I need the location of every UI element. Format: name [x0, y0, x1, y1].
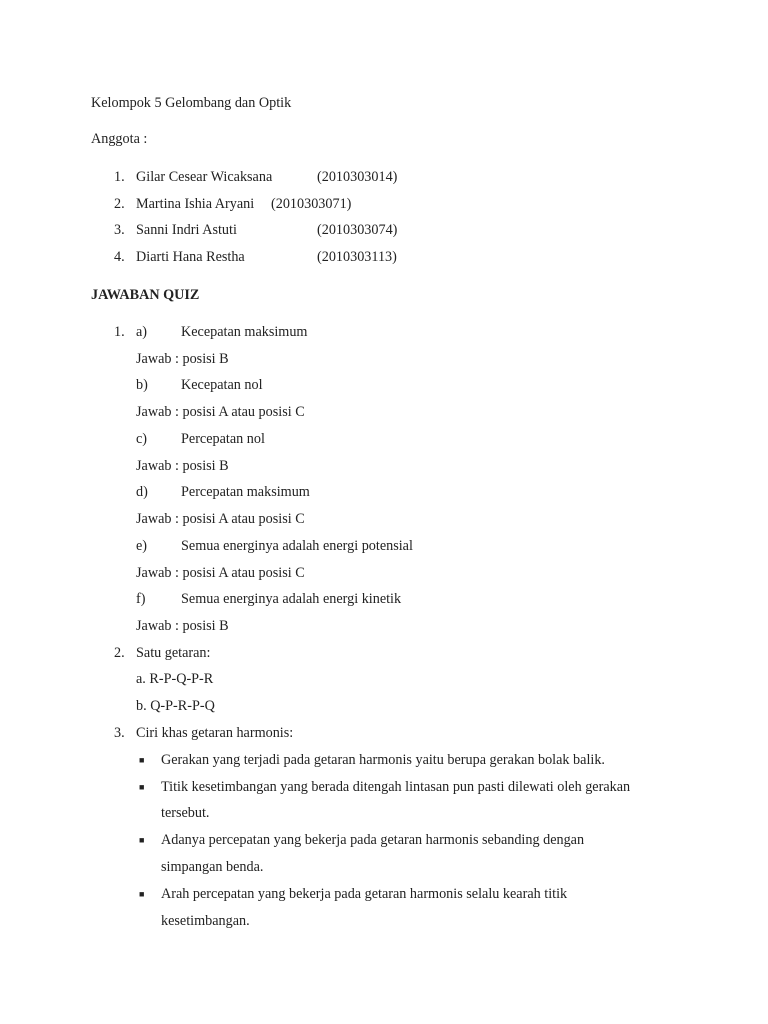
member-name: Gilar Cesear Wicaksana — [136, 169, 273, 185]
member-id: (2010303113) — [317, 249, 397, 265]
item-letter: b) — [136, 377, 148, 393]
item-question: Semua energinya adalah energi potensial — [181, 538, 413, 554]
member-name: Sanni Indri Astuti — [136, 222, 237, 238]
member-name: Diarti Hana Restha — [136, 249, 245, 265]
item-question: Kecepatan maksimum — [181, 324, 308, 340]
item-answer: Jawab : posisi A atau posisi C — [136, 511, 305, 527]
item-letter: c) — [136, 431, 148, 447]
document-title: Kelompok 5 Gelombang dan Optik — [91, 95, 292, 111]
question-number: 1. — [114, 324, 125, 340]
bullet-square-icon: ■ — [139, 755, 145, 765]
member-number: 1. — [114, 169, 125, 185]
bullet-square-icon: ■ — [139, 782, 145, 792]
bullet-text-continued: kesetimbangan. — [161, 913, 250, 929]
item-letter: e) — [136, 538, 148, 554]
item-question: Percepatan maksimum — [181, 484, 310, 500]
question-number: 2. — [114, 645, 125, 661]
bullet-square-icon: ■ — [139, 835, 145, 845]
item-letter: f) — [136, 591, 146, 607]
item-question: Semua energinya adalah energi kinetik — [181, 591, 402, 607]
member-number: 3. — [114, 222, 125, 238]
question-number: 3. — [114, 725, 125, 741]
item-question: Kecepatan nol — [181, 377, 263, 393]
bullet-text: Arah percepatan yang bekerja pada getaran harmonis selalu kearah titik — [161, 886, 568, 902]
item-answer: Jawab : posisi B — [136, 618, 229, 634]
member-name: Martina Ishia Aryani — [136, 196, 255, 212]
bullet-text: Titik kesetimbangan yang berada ditengah lintasan pun pasti dilewati oleh gerakan — [161, 779, 631, 795]
bullet-square-icon: ■ — [139, 889, 145, 899]
item-answer: Jawab : posisi A atau posisi C — [136, 565, 305, 581]
item-answer: Jawab : posisi B — [136, 458, 229, 474]
bullet-text-continued: simpangan benda. — [161, 859, 264, 875]
quiz-heading: JAWABAN QUIZ — [91, 287, 200, 303]
members-label: Anggota : — [91, 131, 148, 147]
item-letter: d) — [136, 484, 148, 500]
item-answer: Jawab : posisi B — [136, 351, 229, 367]
item-letter: a) — [136, 324, 148, 340]
member-id: (2010303014) — [317, 169, 398, 185]
sequence-line: a. R-P-Q-P-R — [136, 671, 214, 687]
item-answer: Jawab : posisi A atau posisi C — [136, 404, 305, 420]
member-number: 2. — [114, 196, 125, 212]
member-id: (2010303074) — [317, 222, 398, 238]
item-question: Percepatan nol — [181, 431, 265, 447]
sequence-line: b. Q-P-R-P-Q — [136, 698, 215, 714]
question-title: Ciri khas getaran harmonis: — [136, 725, 294, 741]
member-number: 4. — [114, 249, 125, 265]
member-id: (2010303071) — [271, 196, 352, 212]
bullet-text: Gerakan yang terjadi pada getaran harmonis yaitu berupa gerakan bolak balik. — [161, 752, 605, 768]
question-title: Satu getaran: — [136, 645, 211, 661]
bullet-text: Adanya percepatan yang bekerja pada getaran harmonis sebanding dengan — [161, 832, 585, 848]
bullet-text-continued: tersebut. — [161, 805, 210, 821]
